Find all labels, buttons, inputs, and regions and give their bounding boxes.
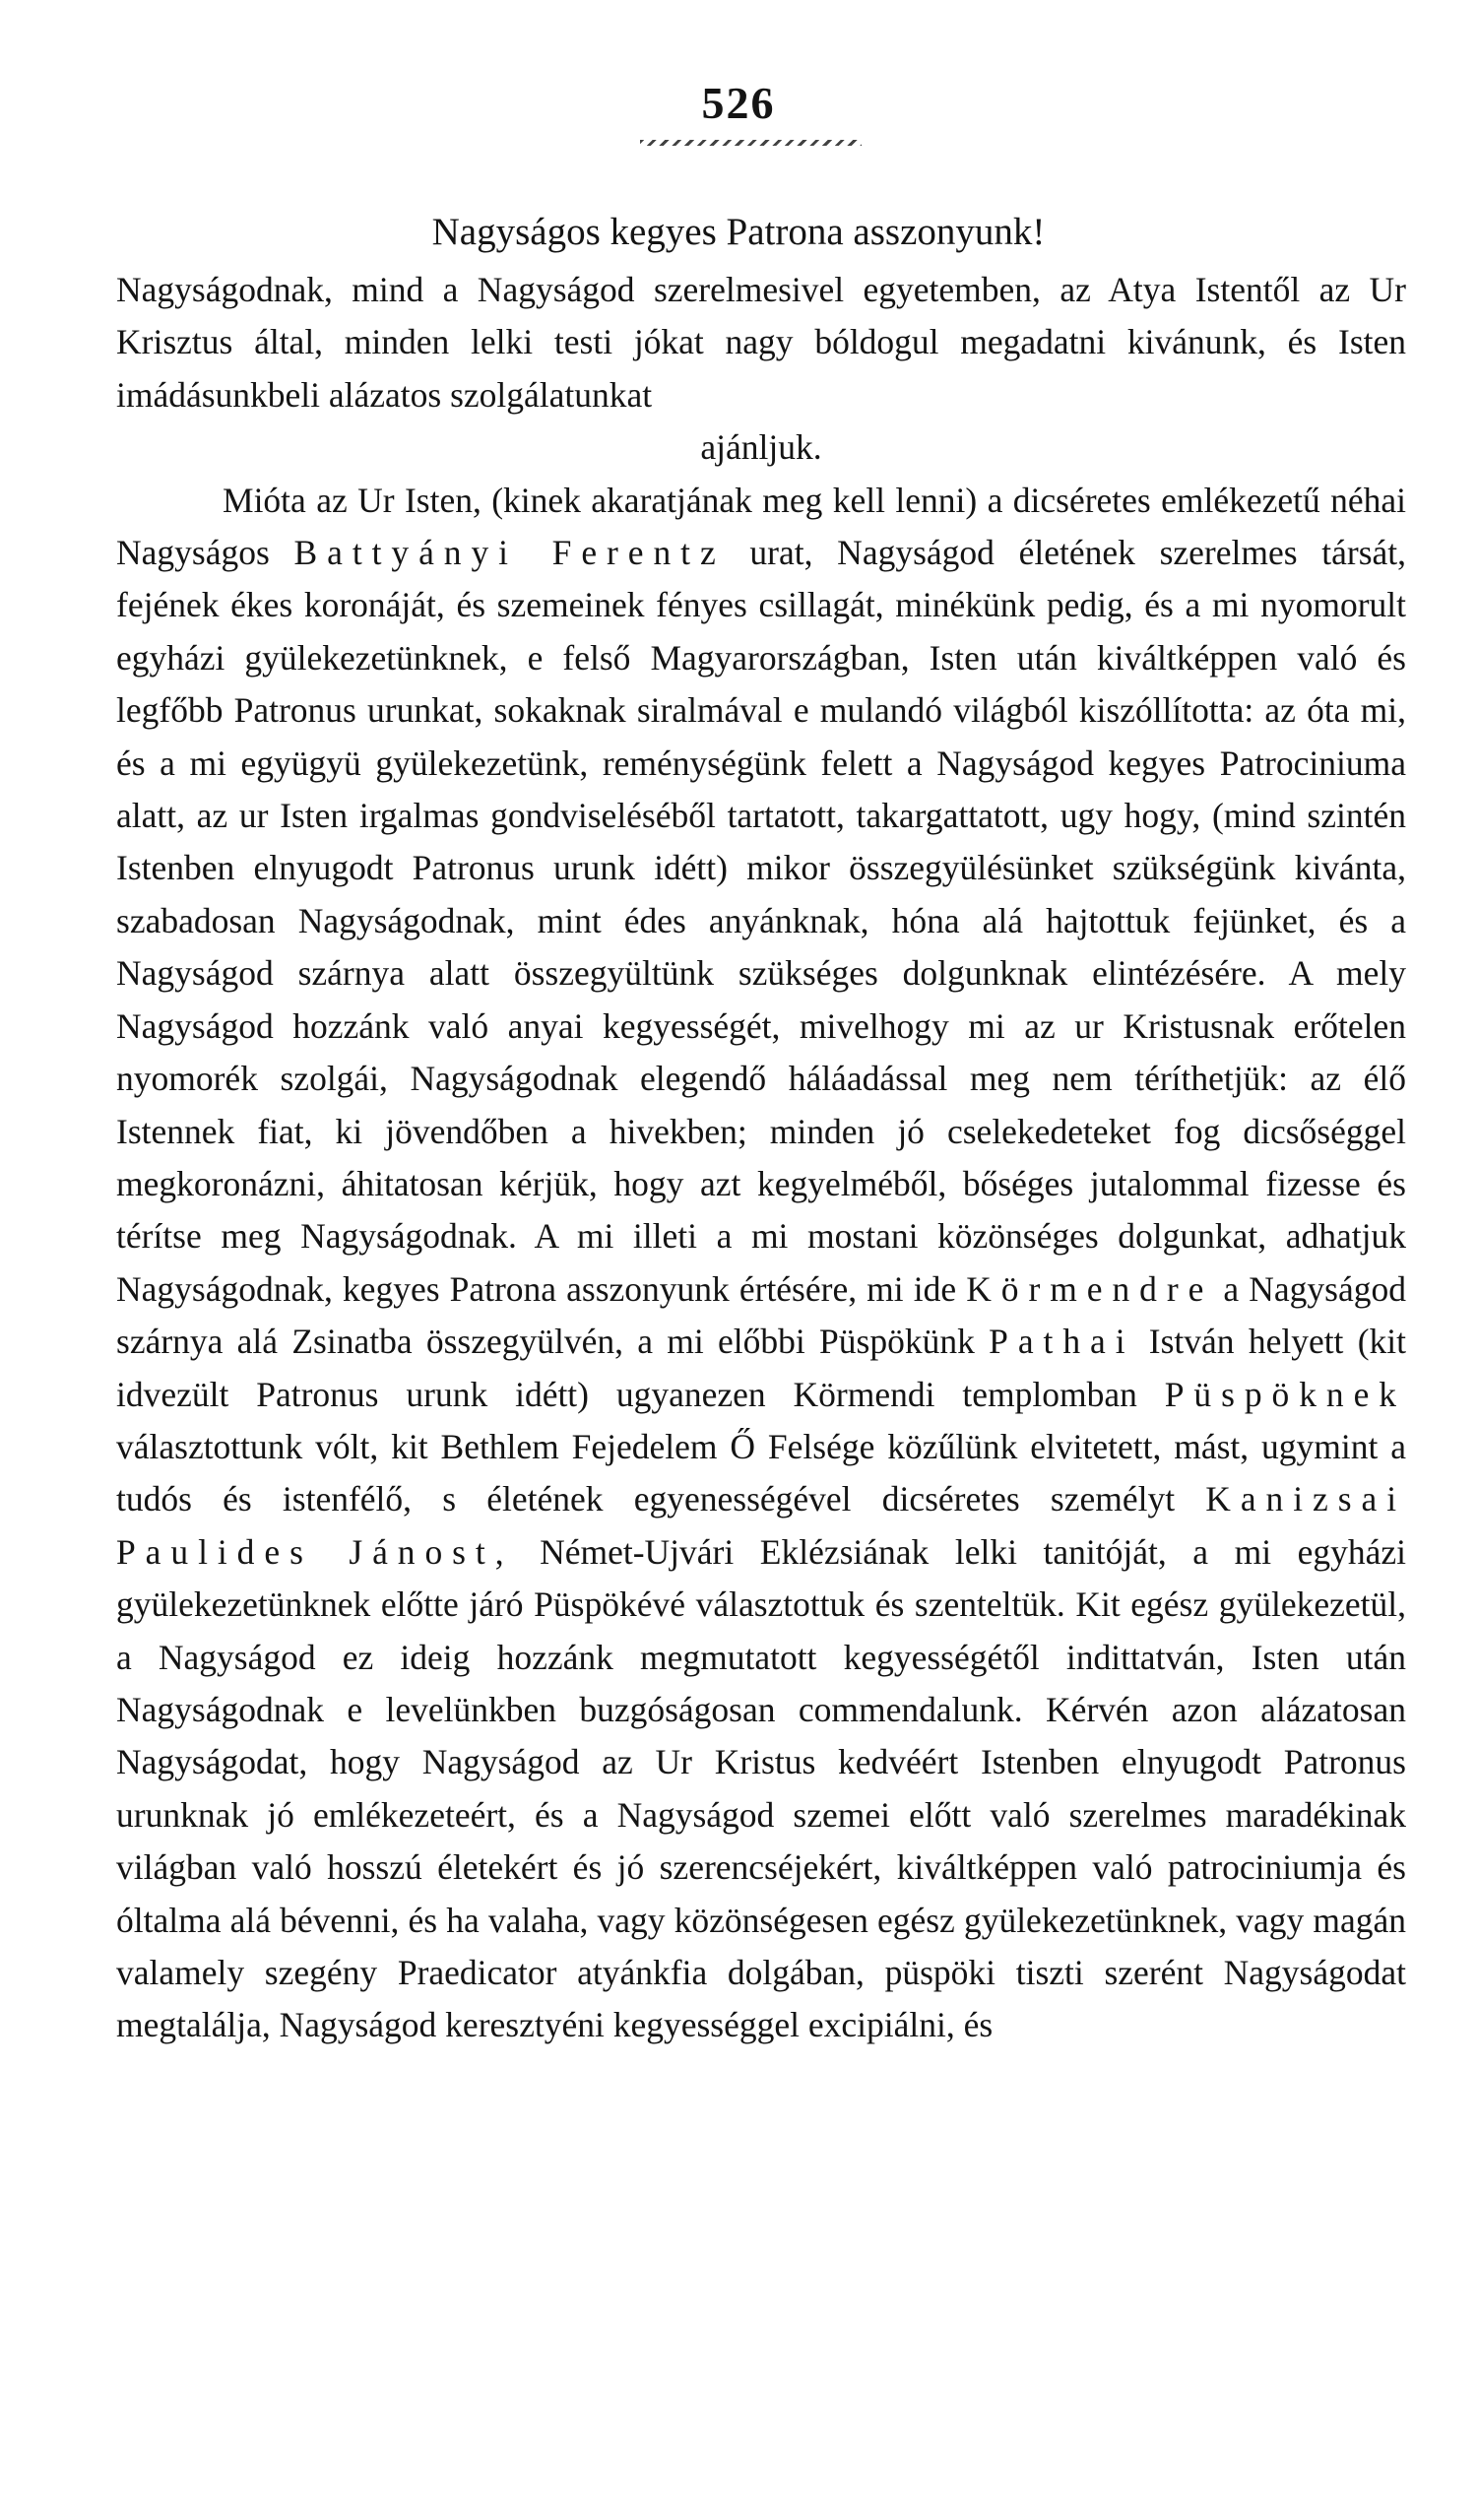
- text-segment: Német-Ujvári Eklézsiának lelki tanitóját, a mi egyházi gyülekezetünknek előtte járó Püspökévé választottuk és szenteltük. Kit egész gyülekezetül, a Nagyságod ez ideig hozzánk megmutatott kegyességétől indittatván, Isten után Nagyságodnak e levelünkben buzgóságosan commendalunk. Kérvén azon alázatosan Nagyságodat, hogy Nagyságod az Ur Kristus kedvéért Istenben elnyugodt Patronus urunknak jó emlékezeteért, és a Nagyságod szemei előtt való szerelmes maradékinak világban való hosszú életekért és jó szerencséjekért, kiváltképpen való patrociniumja és óltalma alá bévenni, és ha valaha, vagy közönségesen egész gyülekezetünknek, vagy magán valamely szegény Praedicator atyánkfia dolgában, püspöki tiszti szerént Nagyságodat megtalálja, Nagyságod keresztyéni kegyességgel excipiálni, és: [116, 1531, 1406, 2045]
- page-number-ornament-rule: [640, 140, 862, 146]
- text-segment: a Nagyságod szárnya alá Zsinatba összegyülvén, a mi előbbi Püspökünk: [116, 1268, 1406, 1362]
- paragraph-main: [116, 475, 1406, 2052]
- text-segment: urat, Nagyságod életének szerelmes társát, fejének ékes koronáját, és szemeinek fényes csillagát, minékünk pedig, és a mi nyomorult egyházi gyülekezetünknek, e felső Magyarországban, Isten után kiváltképpen való és legfőbb Patronus urunkat, sokaknak siralmával e mulandó világból kiszóllította: az óta mi, és a mi együgyü gyülekezetünk, reménységünk felett a Nagyságod kegyes Patrociniuma alatt, az ur Isten irgalmas gondviseléséből tartatott, takargattatott, ugy hogy, (mind szintén Istenben elnyugodt Patronus urunk idétt) mikor összegyülésünket szükségünk kivánta, szabadosan Nagyságodnak, mint édes anyánknak, hóna alá hajtottuk fejünket, és a Nagyságod szárnya alatt összegyültünk szükséges dolgunknak elintézésére. A mely Nagyságod hozzánk való anyai kegyességét, mivelhogy mi az ur Kristusnak erőtelen nyomorék szolgái, Nagyságodnak elegendő háláadással meg nem téríthetjük: az élő Istennek fiat, ki jövendőben a hivekben; minden jó cselekedeteket fog dicsőséggel megkoronázni, áhitatosan kérjük, hogy azt kegyelméből, bőséges jutalommal fizesse és térítse meg Nagyságodnak. A mi illeti a mi mostani közönséges dolgunkat, adhatjuk Nagyságodnak, kegyes Patrona asszonyunk értésére, mi ide: [116, 533, 1406, 1309]
- salutation-heading: Nagyságos kegyes Patrona asszonyunk!: [431, 211, 1046, 253]
- greeting-text: Nagyságodnak, mind a Nagyságod szerelmesivel egyetemben, az Atya Istentől az Ur Krisztus által, minden lelki testi jókat nagy bóldogul megadatni kivánunk, és Isten imádásunkbeli alázatos szolgálatunkat: [116, 270, 1406, 415]
- spaced-name-battyanyi: Battyányi Ferentz: [293, 533, 726, 573]
- spaced-word-puspoknek: Püspöknek: [1164, 1374, 1406, 1414]
- spaced-name-kanizsai: Kanizsai Paulides Jánost,: [116, 1479, 1406, 1572]
- greeting-closing: ajánljuk.: [700, 427, 822, 468]
- page-number: 526: [701, 78, 776, 128]
- spaced-place-kormend: Körmendre: [966, 1268, 1214, 1309]
- letter-body: [116, 264, 1406, 2052]
- paragraph-greeting: [116, 264, 1406, 475]
- text-segment: választottunk vólt, kit Bethlem Fejedelem Ő Felsége közűlünk elvitetett, mást, ugymint a tudós és istenfélő, s életének egyenességével dicséretes személyt: [116, 1426, 1406, 1519]
- text-segment: István helyett (kit idvezült Patronus urunk idétt) ugyanezen Körmendi templomban: [116, 1322, 1406, 1414]
- text-segment: Mióta az Ur Isten, (kinek akaratjának meg kell lenni) a dicséretes emlékezetű néhai Nagyságos: [116, 480, 1406, 573]
- spaced-name-pathai: Pathai: [989, 1322, 1135, 1362]
